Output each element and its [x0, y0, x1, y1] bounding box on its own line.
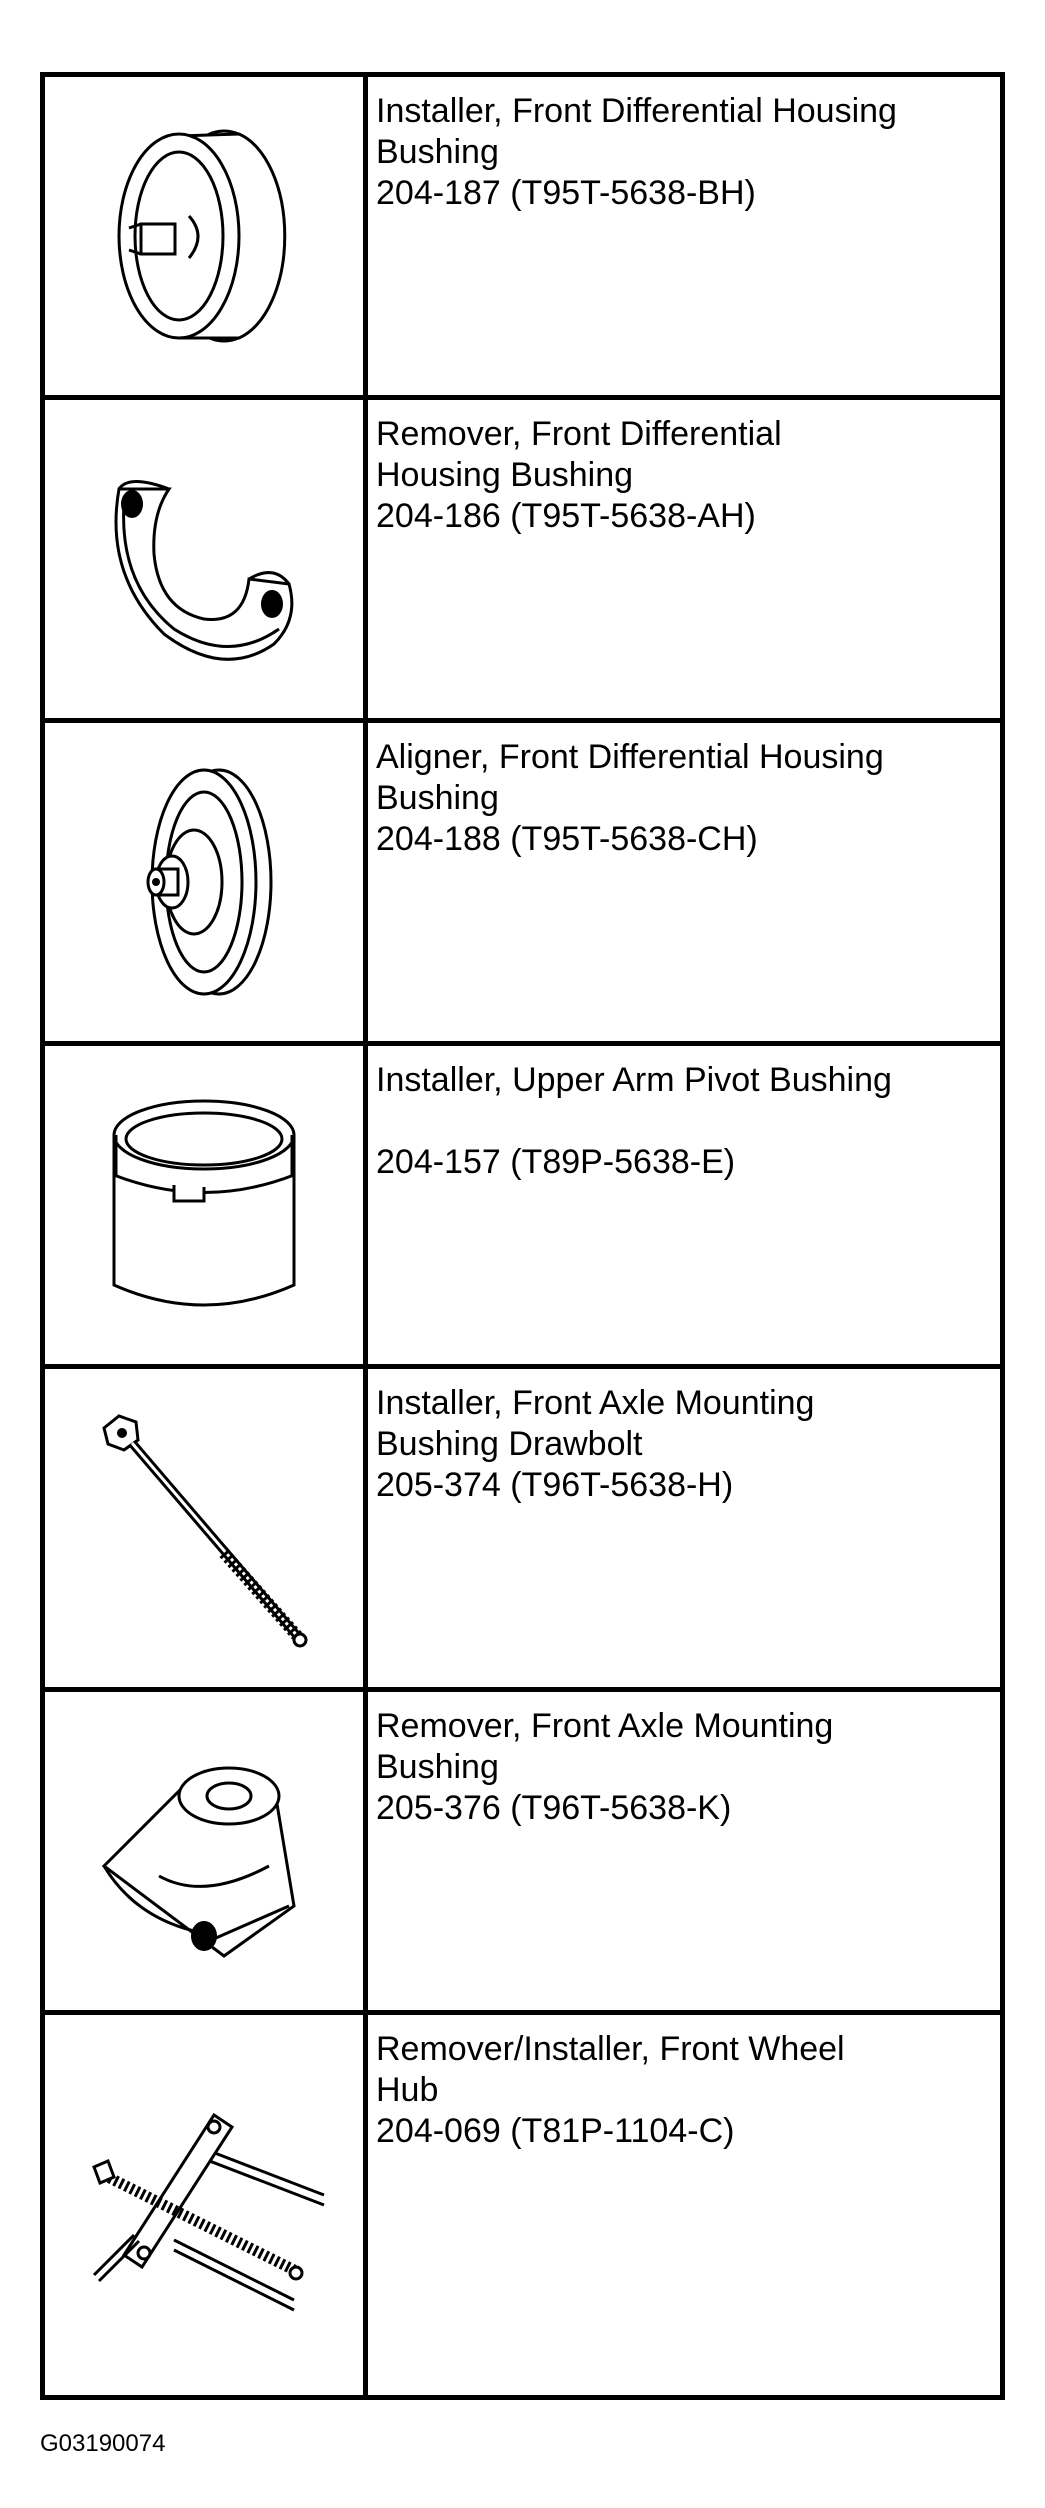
mounting-bushing-remover-icon [64, 1726, 344, 1976]
tool-part-number: 204-157 (T89P-5638-E) [376, 1142, 736, 1181]
tool-name: Remover, Front Differential [376, 415, 782, 453]
table-row [43, 398, 1003, 721]
tool-name: Aligner, Front Differential Housing [376, 738, 884, 776]
drawbolt-icon [74, 1388, 334, 1668]
tool-name-continued: Bushing [376, 778, 499, 817]
tool-image-cell [43, 1367, 366, 1690]
table-row [43, 2013, 1003, 2398]
figure-id: G03190074 [40, 2430, 166, 2457]
tool-name-continued: Bushing [376, 132, 499, 171]
tool-name-continued: Hub [376, 2070, 439, 2109]
tool-description-cell [366, 1690, 1003, 2013]
tool-description-cell [366, 2013, 1003, 2398]
tool-name: Remover/Installer, Front Wheel [376, 2030, 845, 2068]
wheel-hub-puller-icon [64, 2055, 344, 2355]
table-row [43, 1367, 1003, 1690]
tool-name-continued: Housing Bushing [376, 455, 634, 494]
tool-image-cell [43, 2013, 366, 2398]
table-row [43, 75, 1003, 398]
bushing-installer-cup-icon [89, 116, 319, 356]
tool-image-cell [43, 1690, 366, 2013]
tool-name-continued: Bushing [376, 1747, 499, 1786]
tool-part-number: 204-188 (T95T-5638-CH) [376, 819, 758, 858]
bushing-remover-c-shape-icon [74, 434, 334, 684]
tool-name: Installer, Front Axle Mounting [376, 1384, 815, 1422]
tool-part-number: 205-374 (T96T-5638-H) [376, 1465, 734, 1504]
tool-description-cell [366, 721, 1003, 1044]
tool-image-cell [43, 1044, 366, 1367]
tool-part-number: 204-069 (T81P-1104-C) [376, 2111, 735, 2150]
table-row [43, 721, 1003, 1044]
tool-part-number: 205-376 (T96T-5638-K) [376, 1788, 732, 1827]
tool-name: Remover, Front Axle Mounting [376, 1707, 834, 1745]
tool-name: Installer, Upper Arm Pivot Bushing [376, 1061, 892, 1099]
tool-description-cell [366, 75, 1003, 398]
special-tools-table [40, 72, 1005, 2400]
tool-image-cell [43, 398, 366, 721]
tool-image-cell [43, 721, 366, 1044]
tool-part-number: 204-187 (T95T-5638-BH) [376, 173, 756, 212]
tool-description-cell [366, 1367, 1003, 1690]
tool-name-continued [376, 1101, 992, 1142]
tool-name-continued: Bushing Drawbolt [376, 1424, 643, 1463]
tool-name: Installer, Front Differential Housing [376, 92, 897, 130]
table-row [43, 1690, 1003, 2013]
pivot-bushing-installer-cylinder-icon [74, 1075, 334, 1335]
tool-image-cell [43, 75, 366, 398]
tool-description-cell [366, 398, 1003, 721]
table-row [43, 1044, 1003, 1367]
bushing-aligner-disc-icon [94, 757, 314, 1007]
tool-description-cell [366, 1044, 1003, 1367]
tool-part-number: 204-186 (T95T-5638-AH) [376, 496, 756, 535]
